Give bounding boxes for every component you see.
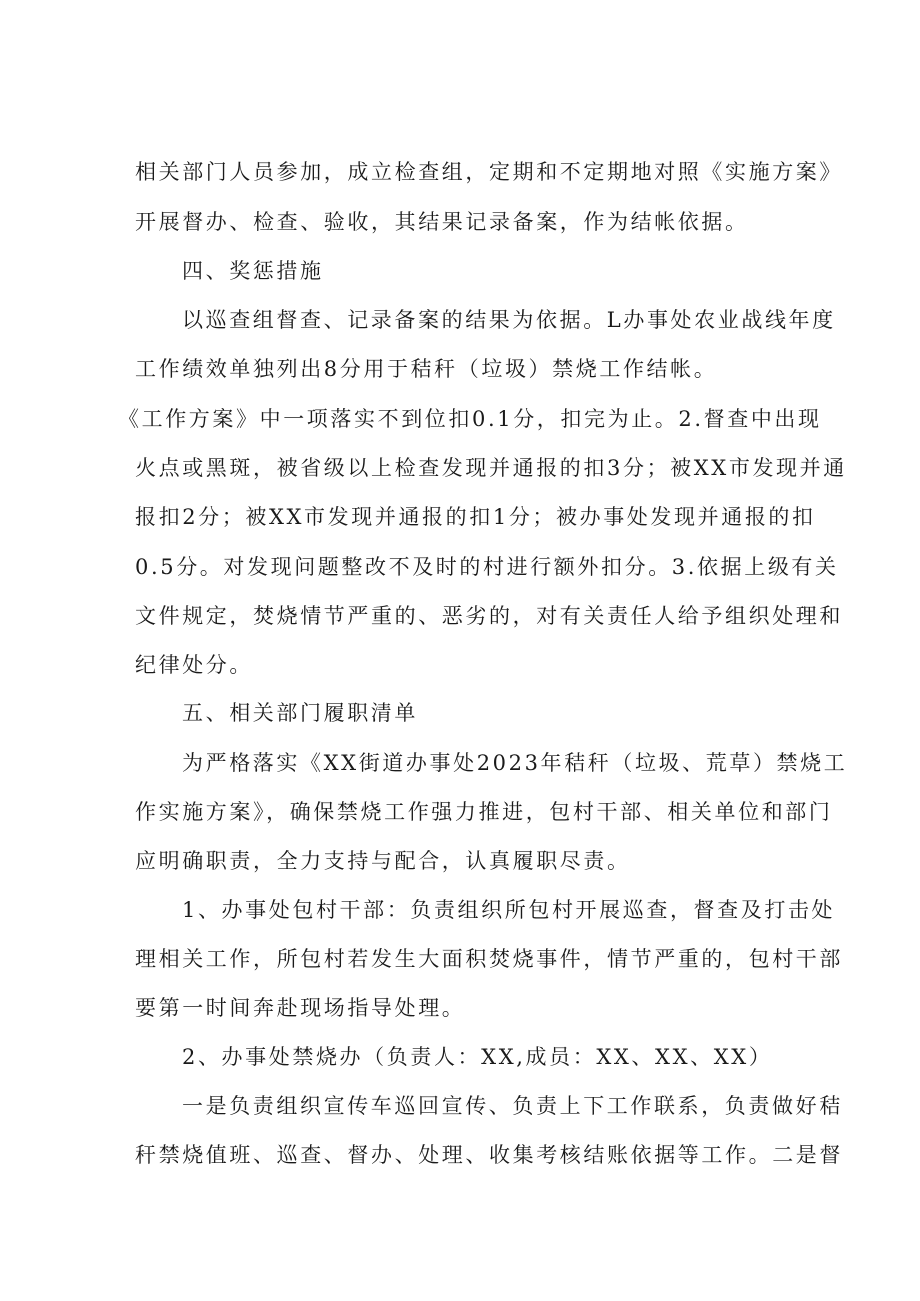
text-line-20: 一是负责组织宣传车巡回宣传、负责上下工作联系，负责做好秸 <box>182 1094 843 1118</box>
text-line-17: 理相关工作，所包村若发生大面积焚烧事件，情节严重的，包村干部 <box>135 947 843 971</box>
section-heading-duties: 五、相关部门履职清单 <box>182 701 418 725</box>
text-line-19: 2、办事处禁烧办（负责人：XX,成员：XX、XX、XX） <box>182 1045 773 1069</box>
text-line-7: 火点或黑斑，被省级以上检查发现并通报的扣3分；被XX市发现并通 <box>135 456 847 480</box>
text-line-18: 要第一时间奔赴现场指导处理。 <box>135 996 466 1020</box>
text-line-5: 工作绩效单独列出8分用于秸秆（垃圾）禁烧工作结帐。 <box>135 357 718 381</box>
text-line-2: 开展督办、检查、验收，其结果记录备案，作为结帐依据。 <box>135 210 749 234</box>
text-line-8: 报扣2分；被XX市发现并通报的扣1分；被办事处发现并通报的扣 <box>135 505 816 529</box>
text-line-10: 文件规定，焚烧情节严重的、恶劣的，对有关责任人给予组织处理和 <box>135 604 843 628</box>
text-line-21: 秆禁烧值班、巡查、督办、处理、收集考核结账依据等工作。二是督 <box>135 1143 843 1167</box>
text-line-6: 《工作方案》中一项落实不到位扣0.1分，扣完为止。2.督查中出现 <box>118 407 822 431</box>
text-line-1: 相关部门人员参加，成立检查组，定期和不定期地对照《实施方案》 <box>135 160 843 184</box>
text-line-11: 纪律处分。 <box>135 653 253 677</box>
text-line-14: 作实施方案》，确保禁烧工作强力推进，包村干部、相关单位和部门 <box>135 800 833 824</box>
text-line-15: 应明确职责，全力支持与配合，认真履职尽责。 <box>135 849 631 873</box>
text-line-4: 以巡查组督查、记录备案的结果为依据。L办事处农业战线年度 <box>182 308 836 332</box>
text-line-9: 0.5分。对发现问题整改不及时的村进行额外扣分。3.依据上级有关 <box>135 555 839 579</box>
section-heading-rewards: 四、奖惩措施 <box>182 259 324 283</box>
text-line-16: 1、办事处包村干部：负责组织所包村开展巡查，督查及打击处 <box>182 898 836 922</box>
text-line-13: 为严格落实《XX街道办事处2023年秸秆（垃圾、荒草）禁烧工 <box>182 751 848 775</box>
